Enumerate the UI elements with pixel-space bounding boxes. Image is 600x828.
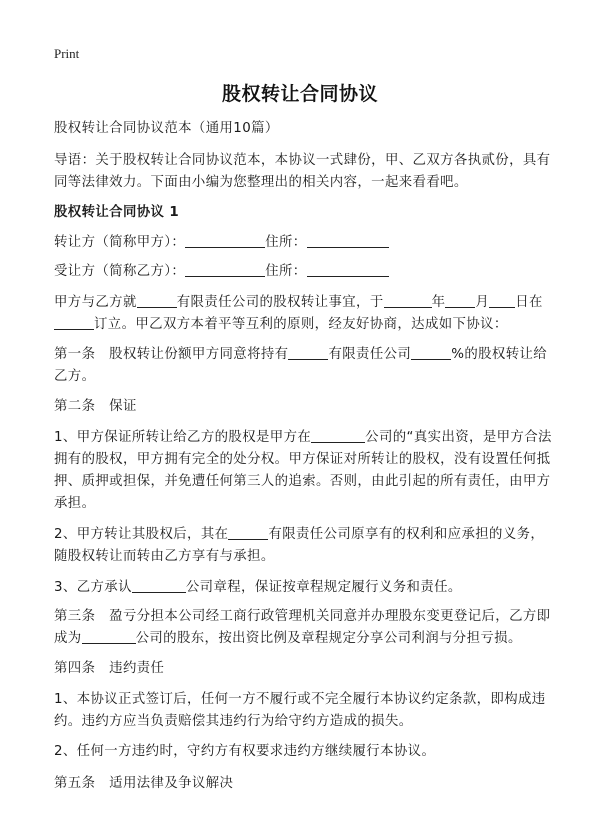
company-blank [132,578,186,593]
text-segment: 有限责任公司 [328,347,412,362]
text-segment: 有限责任公司原享有的权利和应承担的义务， [268,527,545,542]
intro-paragraph-line-2: 同等法律效力。下面由小编为您整理出的相关内容，一起来看看吧。 [54,175,468,190]
company-blank [137,293,177,308]
text-segment: 订立。甲乙双方本着平等互利的原则，经友好协商，达成如下协议： [94,317,508,332]
article-2-clause-2-line-2: 随股权转让而转由乙方享有与承担。 [54,549,275,564]
text-segment: 2、甲方转让其股权后，其在 [54,527,229,542]
text-segment: 公司的股东，按出资比例及章程规定分享公司利润与分担亏损。 [135,631,522,646]
text-segment: 第一条 股权转让份额甲方同意将持有 [54,347,289,362]
article-5-heading: 第五条 适用法律及争议解决 [54,776,234,791]
section-heading: 股权转让合同协议 1 [54,205,180,220]
text-segment: 公司章程，保证按章程规定履行义务和责任。 [185,580,462,595]
text-segment: 3、乙方承认 [54,580,132,595]
company-blank [288,345,328,360]
transferor-line [54,232,554,254]
transferor-name-blank [185,233,265,248]
percentage-blank [411,345,451,360]
company-blank [311,428,365,443]
agreement-paragraph-line-1 [54,292,554,314]
text-segment: 成为 [54,631,82,646]
transferor-address-label: 住所： [265,235,307,250]
article-2-clause-1-line-3: 押、质押或担保，并免遭任何第三人的追索。否则，由此引起的所有责任，由甲方 [54,474,551,489]
transferee-label: 受让方（简称乙方）： [54,264,186,279]
year-label: 年 [431,295,446,310]
article-2-heading: 第二条 保证 [54,399,137,414]
day-blank [489,293,515,308]
article-4-heading: 第四条 违约责任 [54,661,165,676]
article-3-line-1: 第三条 盈亏分担本公司经工商行政管理机关同意并办理股东变更登记后，乙方即 [54,609,551,624]
text-segment: 甲方与乙方就 [54,295,137,310]
place-blank [54,315,94,330]
month-label: 月 [475,295,490,310]
page-title: 股权转让合同协议 [221,83,378,105]
day-label: 日在 [515,295,543,310]
intro-paragraph-line-1: 导语：关于股权转让合同协议范本，本协议一式肆份，甲、乙双方各执贰份，具有 [54,153,551,168]
text-segment: 1、甲方保证所转让给乙方的股权是甲方在 [54,430,312,445]
company-blank [228,525,268,540]
article-3-line-2 [54,628,554,650]
text-segment: %的股权转让给 [451,347,548,362]
text-segment: 公司的“真实出资，是甲方合法 [365,430,552,445]
article-2-clause-1-line-2: 拥有的股权，甲方拥有完全的处分权。甲方保证对所转让的股权，没有设置任何抵 [54,452,551,467]
article-1-line-2: 乙方。 [54,369,96,384]
document-subtitle: 股权转让合同协议范本（通用10篇） [54,121,279,136]
print-link[interactable]: Print [54,46,80,61]
month-blank [445,293,475,308]
transferor-address-blank [307,233,389,248]
article-4-clause-2: 2、任何一方违约时，守约方有权要求违约方继续履行本协议。 [54,744,436,759]
article-4-clause-1-line-1: 1、本协议正式签订后，任何一方不履行或不完全履行本协议约定条款，即构成违 [54,692,546,707]
text-segment: 有限责任公司的股权转让事宜，于 [176,295,384,310]
article-1-line-1 [54,344,554,366]
company-blank [82,629,136,644]
article-2-clause-1-line-1 [54,427,554,449]
transferor-label: 转让方（简称甲方）： [54,235,186,250]
article-2-clause-1-line-4: 承担。 [54,496,96,511]
article-4-clause-1-line-2: 约。违约方应当负责赔偿其违约行为给守约方造成的损失。 [54,714,413,729]
agreement-paragraph-line-2 [54,314,554,336]
transferee-line [54,261,554,283]
transferee-address-label: 住所： [265,264,307,279]
transferee-address-blank [307,262,389,277]
article-2-clause-2-line-1 [54,524,554,546]
transferee-name-blank [185,262,265,277]
year-blank [384,293,432,308]
article-2-clause-3 [54,577,554,599]
